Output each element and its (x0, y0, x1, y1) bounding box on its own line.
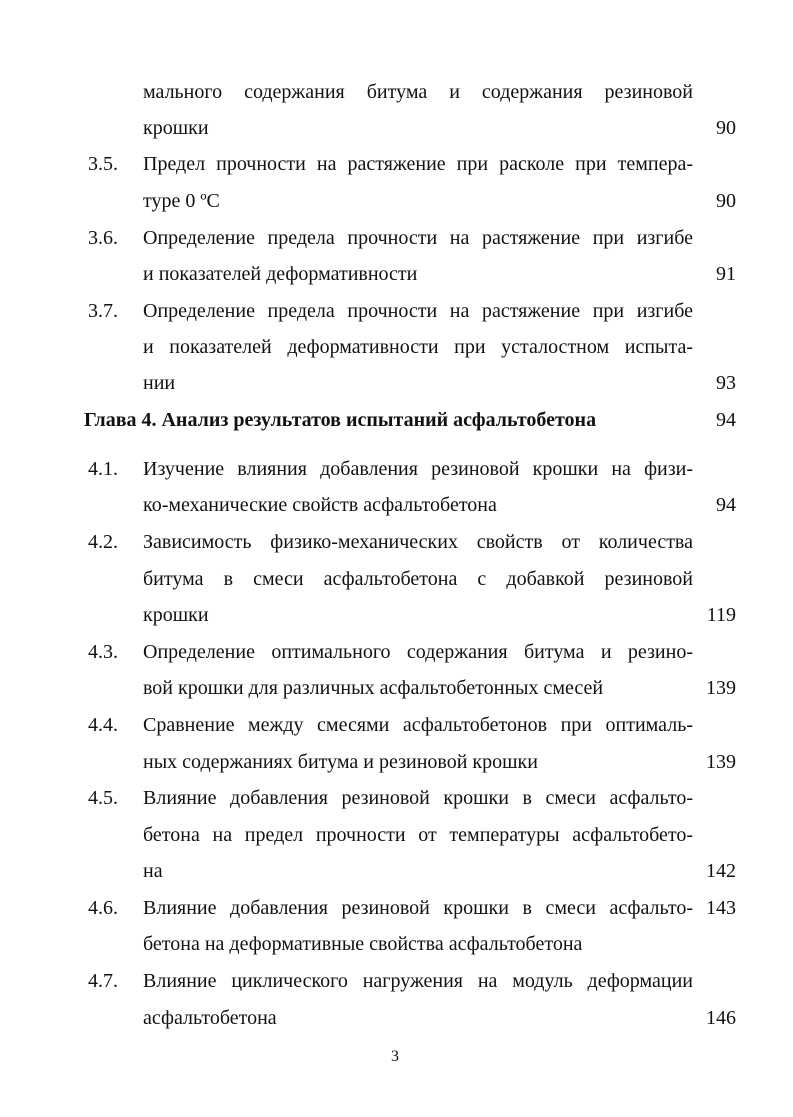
toc-entry-3-7-line-1: Определение предела прочности на растяжение при изгибе (143, 300, 693, 322)
toc-entry-3-5-number: 3.5. (88, 153, 118, 175)
toc-entry-3-7-line-2: и показателей деформативности при усталостном испыта- (143, 336, 693, 358)
toc-entry-4-2-line-1: Зависимость физико-механических свойств от количества (143, 531, 693, 553)
page-number: 3 (391, 1048, 399, 1065)
toc-entry-4-6-page: 143 (706, 897, 736, 919)
toc-entry-4-6-line-2: бетона на деформативные свойства асфальтобетона (143, 933, 583, 955)
toc-entry-4-3-line-1: Определение оптимального содержания битума и резино- (143, 641, 693, 663)
toc-entry-continued-line-1: мального содержания битума и содержания резиновой (143, 81, 693, 103)
toc-entry-4-5-line-1: Влияние добавления резиновой крошки в смеси асфальто- (143, 787, 693, 809)
toc-entry-4-2-number: 4.2. (88, 531, 118, 553)
toc-entry-3-6-line-1: Определение предела прочности на растяжение при изгибе (143, 227, 693, 249)
toc-entry-4-4-line-2: ных содержаниях битума и резиновой крошки (143, 751, 538, 773)
toc-entry-4-7-line-1: Влияние циклического нагружения на модуль деформации (143, 970, 693, 992)
toc-entry-4-3-line-2: вой крошки для различных асфальтобетонных смесей (143, 677, 604, 699)
toc-entry-4-1-line-2: ко-механические свойств асфальтобетона (143, 494, 497, 516)
toc-entry-continued-page: 90 (716, 117, 736, 139)
toc-entry-4-3-page: 139 (706, 677, 736, 699)
toc-entry-3-6-number: 3.6. (88, 227, 118, 249)
toc-entry-3-7-number: 3.7. (88, 300, 118, 322)
toc-entry-4-5-page: 142 (706, 860, 736, 882)
toc-entry-4-7-page: 146 (706, 1007, 736, 1029)
chapter-4-title: Глава 4. Анализ результатов испытаний асфальтобетона (84, 409, 597, 431)
toc-entry-4-3-number: 4.3. (88, 641, 118, 663)
toc-entry-4-2-line-3: крошки (143, 604, 209, 626)
toc-entry-4-5-line-3: на (143, 860, 163, 882)
toc-entry-4-1-number: 4.1. (88, 458, 118, 480)
toc-entry-4-4-page: 139 (706, 751, 736, 773)
toc-entry-4-2-line-2: битума в смеси асфальтобетона с добавкой резиновой (143, 568, 693, 590)
toc-entry-4-1-line-1: Изучение влияния добавления резиновой крошки на физи- (143, 458, 693, 480)
toc-entry-3-6-line-2: и показателей деформативности (143, 263, 418, 285)
chapter-4-page: 94 (716, 409, 736, 431)
toc-entry-4-6-number: 4.6. (88, 897, 118, 919)
toc-entry-4-5-number: 4.5. (88, 787, 118, 809)
toc-entry-3-7-page: 93 (716, 372, 736, 394)
toc-entry-4-4-line-1: Сравнение между смесями асфальтобетонов при оптималь- (143, 714, 693, 736)
toc-entry-3-5-line-1: Предел прочности на растяжение при расколе при темпера- (143, 153, 693, 175)
toc-entry-continued-line-2: крошки (143, 117, 209, 139)
toc-entry-4-1-page: 94 (716, 494, 736, 516)
toc-entry-4-7-line-2: асфальтобетона (143, 1007, 277, 1029)
toc-entry-3-5-line-2: туре 0 ºС (143, 190, 220, 212)
toc-entry-3-6-page: 91 (716, 263, 736, 285)
toc-entry-4-2-page: 119 (706, 604, 736, 626)
toc-entry-4-5-line-2: бетона на предел прочности от температуры асфальтобето- (143, 824, 693, 846)
toc-entry-4-4-number: 4.4. (88, 714, 118, 736)
toc-entry-4-7-number: 4.7. (88, 970, 118, 992)
toc-entry-3-5-page: 90 (716, 190, 736, 212)
toc-entry-4-6-line-1: Влияние добавления резиновой крошки в смеси асфальто- (143, 897, 693, 919)
toc-entry-3-7-line-3: нии (143, 372, 176, 394)
